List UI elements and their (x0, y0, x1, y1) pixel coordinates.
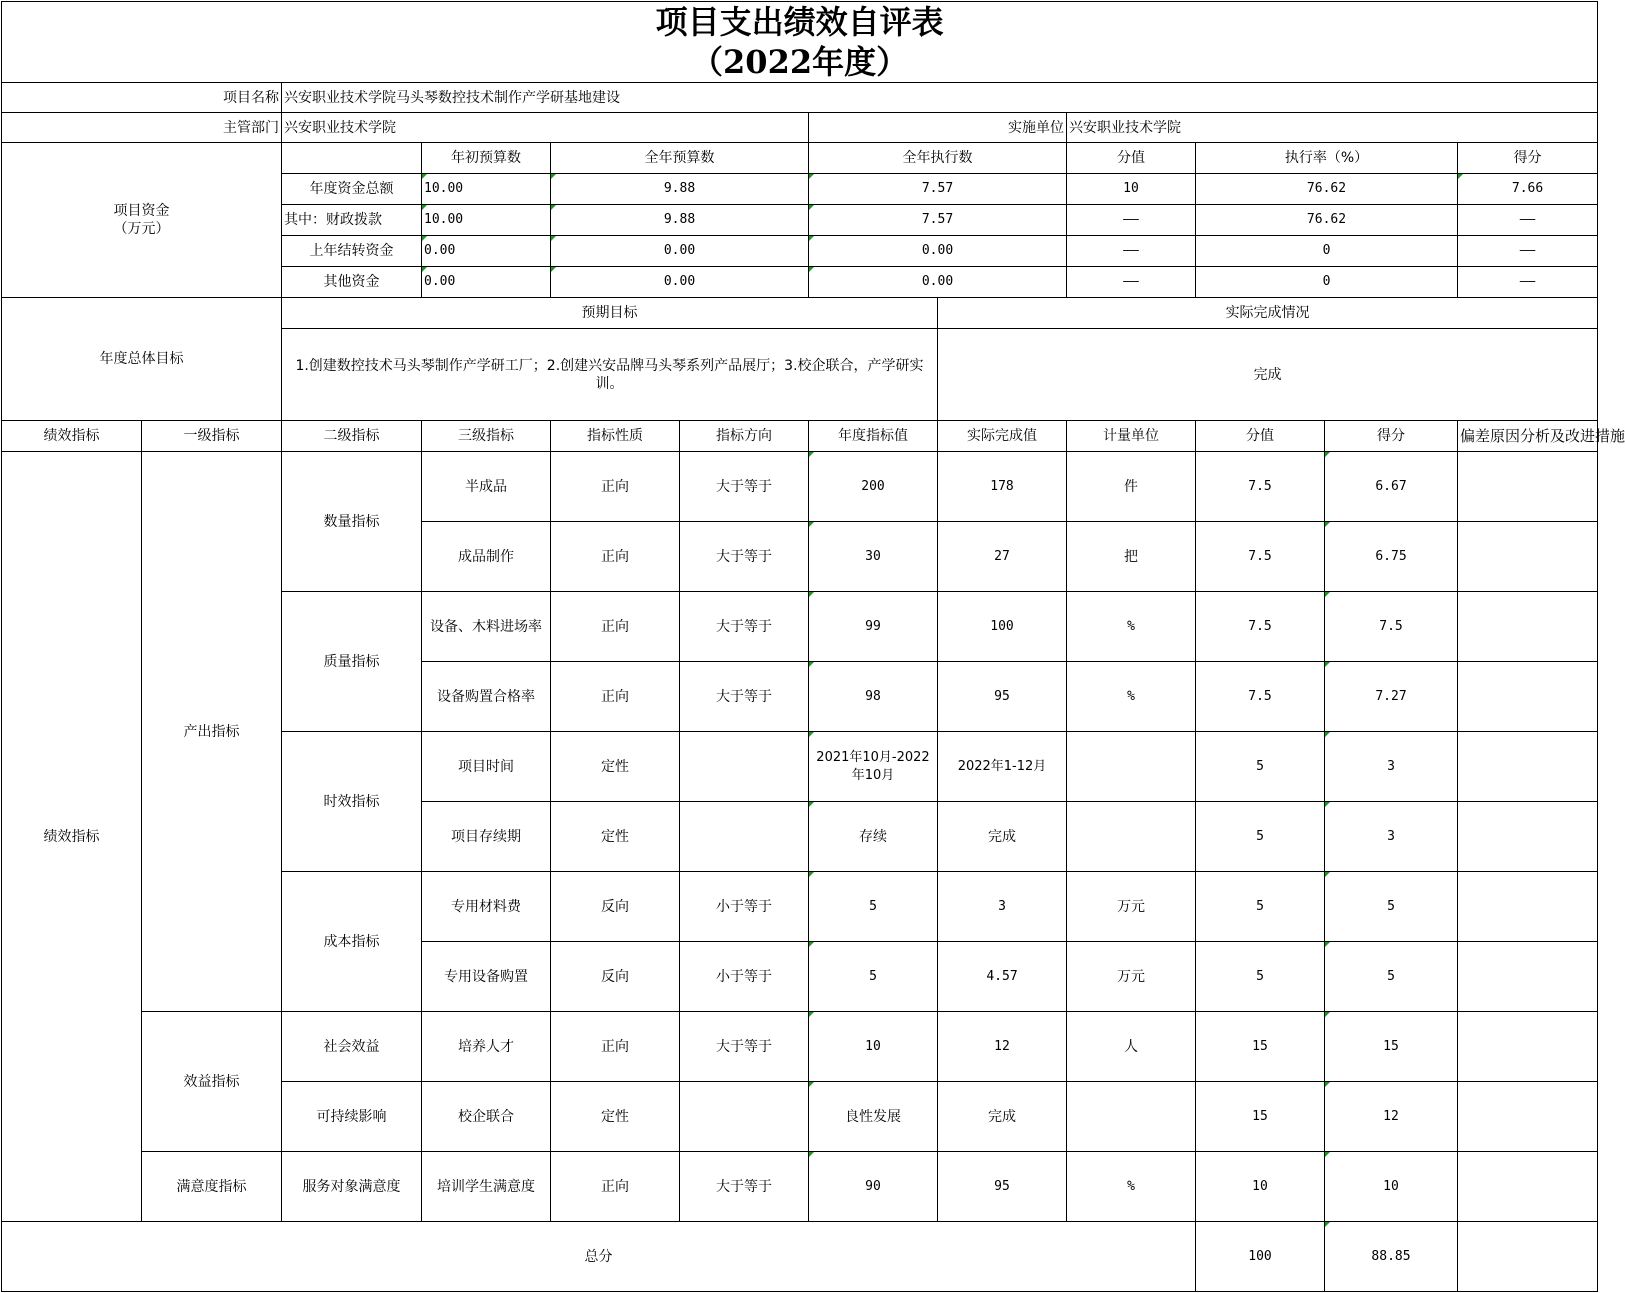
indicator-actual: 完成 (938, 1082, 1067, 1152)
indicator-score-value: 5 (1196, 942, 1325, 1012)
indicator-direction (680, 732, 809, 802)
indicator-nature: 正向 (551, 1152, 680, 1222)
indicator-score-value: 7.5 (1196, 592, 1325, 662)
indicator-unit: 把 (1067, 522, 1196, 592)
indicator-nature: 定性 (551, 802, 680, 872)
indicator-direction: 小于等于 (680, 872, 809, 942)
indicator-score-value: 10 (1196, 1152, 1325, 1222)
funds-initial: 0.00 (422, 267, 551, 298)
indicator-nature: 正向 (551, 1012, 680, 1082)
performance-section-label: 绩效指标 (2, 452, 142, 1222)
indicator-actual: 95 (938, 1152, 1067, 1222)
indicator-note (1458, 802, 1598, 872)
funds-label (2, 143, 282, 298)
funds-label-line2: （万元） (113, 221, 170, 237)
indicator-note (1458, 732, 1598, 802)
indicator-note (1458, 872, 1598, 942)
indicator-header: 得分 (1325, 421, 1458, 452)
indicator-nature: 反向 (551, 942, 680, 1012)
funds-initial: 0.00 (422, 236, 551, 267)
indicator-header: 年度指标值 (809, 421, 938, 452)
funds-score-value: —— (1067, 267, 1196, 298)
indicator-direction: 大于等于 (680, 592, 809, 662)
indicator-name: 培训学生满意度 (422, 1152, 551, 1222)
indicator-name: 设备、木料进场率 (422, 592, 551, 662)
indicator-nature: 定性 (551, 1082, 680, 1152)
level2-sustainable: 可持续影响 (282, 1082, 422, 1152)
indicator-target: 200 (809, 452, 938, 522)
indicator-score: 3 (1325, 732, 1458, 802)
indicator-score: 7.27 (1325, 662, 1458, 732)
indicator-name: 培养人才 (422, 1012, 551, 1082)
funds-executed: 0.00 (809, 267, 1067, 298)
funds-executed: 0.00 (809, 236, 1067, 267)
indicator-header: 绩效指标 (2, 421, 142, 452)
funds-row-name: 年度资金总额 (282, 174, 422, 205)
indicator-score: 7.5 (1325, 592, 1458, 662)
level2-quantity: 数量指标 (282, 452, 422, 592)
indicator-note (1458, 452, 1598, 522)
indicator-direction (680, 1082, 809, 1152)
implementing-unit-label: 实施单位 (809, 113, 1067, 143)
indicator-score-value: 5 (1196, 732, 1325, 802)
funds-score: 7.66 (1458, 174, 1598, 205)
indicator-unit: 万元 (1067, 872, 1196, 942)
funds-label-line1: 项目资金 (113, 203, 170, 219)
implementing-unit-value: 兴安职业技术学院 (1067, 113, 1598, 143)
funds-rate: 0 (1196, 267, 1458, 298)
indicator-nature: 正向 (551, 592, 680, 662)
level2-cost: 成本指标 (282, 872, 422, 1012)
indicator-name: 半成品 (422, 452, 551, 522)
level1-benefit: 效益指标 (142, 1012, 282, 1152)
indicator-note (1458, 942, 1598, 1012)
level2-quality: 质量指标 (282, 592, 422, 732)
level1-satisfaction: 满意度指标 (142, 1152, 282, 1222)
actual-completion-text: 完成 (938, 329, 1598, 421)
table-row (2, 1152, 1598, 1222)
indicator-note (1458, 522, 1598, 592)
indicator-actual: 27 (938, 522, 1067, 592)
project-name-value: 兴安职业技术学院马头琴数控技术制作产学研基地建设 (282, 83, 1598, 113)
indicator-nature: 定性 (551, 732, 680, 802)
funds-score-value: —— (1067, 205, 1196, 236)
indicator-note (1458, 662, 1598, 732)
indicator-score: 15 (1325, 1012, 1458, 1082)
evaluation-table (1, 1, 1625, 1292)
level2-service: 服务对象满意度 (282, 1152, 422, 1222)
indicator-note (1458, 1012, 1598, 1082)
level1-output: 产出指标 (142, 452, 282, 1012)
title-year: （2022年度） (691, 43, 909, 81)
level2-social: 社会效益 (282, 1012, 422, 1082)
total-note (1458, 1222, 1598, 1292)
funds-header-score-value: 分值 (1067, 143, 1196, 174)
indicator-header: 三级指标 (422, 421, 551, 452)
indicator-unit: % (1067, 662, 1196, 732)
indicator-header: 分值 (1196, 421, 1325, 452)
indicator-actual: 100 (938, 592, 1067, 662)
indicator-actual: 2022年1-12月 (938, 732, 1067, 802)
total-label: 总分 (2, 1222, 1196, 1292)
indicator-actual: 完成 (938, 802, 1067, 872)
indicator-nature: 反向 (551, 872, 680, 942)
indicator-direction: 小于等于 (680, 942, 809, 1012)
indicator-unit: 万元 (1067, 942, 1196, 1012)
level2-timeliness: 时效指标 (282, 732, 422, 872)
indicator-target: 2021年10月-2022年10月 (809, 732, 938, 802)
indicator-target: 存续 (809, 802, 938, 872)
funds-annual: 0.00 (551, 267, 809, 298)
indicator-note (1458, 1082, 1598, 1152)
indicator-header: 实际完成值 (938, 421, 1067, 452)
indicator-score: 3 (1325, 802, 1458, 872)
indicator-target: 10 (809, 1012, 938, 1082)
funds-initial: 10.00 (422, 174, 551, 205)
indicator-unit (1067, 802, 1196, 872)
funds-header-executed: 全年执行数 (809, 143, 1067, 174)
indicator-name: 项目存续期 (422, 802, 551, 872)
indicator-actual: 95 (938, 662, 1067, 732)
indicator-score: 12 (1325, 1082, 1458, 1152)
indicator-header: 二级指标 (282, 421, 422, 452)
indicator-unit: % (1067, 592, 1196, 662)
table-row (2, 452, 1598, 522)
indicator-direction: 大于等于 (680, 1152, 809, 1222)
indicator-score: 10 (1325, 1152, 1458, 1222)
funds-annual: 9.88 (551, 205, 809, 236)
deviation-analysis-header: 偏差原因分析及改进措施 (1458, 421, 1598, 452)
indicator-target: 99 (809, 592, 938, 662)
funds-rate: 76.62 (1196, 174, 1458, 205)
indicator-score-value: 5 (1196, 802, 1325, 872)
indicator-direction: 大于等于 (680, 452, 809, 522)
funds-rate: 76.62 (1196, 205, 1458, 236)
indicator-target: 90 (809, 1152, 938, 1222)
indicator-target: 5 (809, 942, 938, 1012)
indicator-header: 指标性质 (551, 421, 680, 452)
indicator-name: 项目时间 (422, 732, 551, 802)
indicator-name: 成品制作 (422, 522, 551, 592)
indicator-score-value: 7.5 (1196, 662, 1325, 732)
funds-score: —— (1458, 267, 1598, 298)
funds-header-annual: 全年预算数 (551, 143, 809, 174)
indicator-header: 一级指标 (142, 421, 282, 452)
indicator-note (1458, 592, 1598, 662)
table-title (2, 2, 1598, 83)
funds-score: —— (1458, 236, 1598, 267)
indicator-actual: 3 (938, 872, 1067, 942)
indicator-header: 指标方向 (680, 421, 809, 452)
project-name-label: 项目名称 (2, 83, 282, 113)
funds-header-initial: 年初预算数 (422, 143, 551, 174)
indicator-target: 5 (809, 872, 938, 942)
indicator-score-value: 5 (1196, 872, 1325, 942)
indicator-unit: % (1067, 1152, 1196, 1222)
department-value: 兴安职业技术学院 (282, 113, 809, 143)
expected-goal-header: 预期目标 (282, 298, 938, 329)
indicator-name: 专用设备购置 (422, 942, 551, 1012)
indicator-direction: 大于等于 (680, 662, 809, 732)
department-label: 主管部门 (2, 113, 282, 143)
indicator-score: 6.75 (1325, 522, 1458, 592)
funds-header-score: 得分 (1458, 143, 1598, 174)
total-row (2, 1222, 1598, 1292)
indicator-target: 30 (809, 522, 938, 592)
funds-score-value: —— (1067, 236, 1196, 267)
funds-executed: 7.57 (809, 174, 1067, 205)
indicator-nature: 正向 (551, 662, 680, 732)
title-main: 项目支出绩效自评表 (655, 3, 944, 41)
indicator-actual: 178 (938, 452, 1067, 522)
annual-goal-label: 年度总体目标 (2, 298, 282, 421)
expected-goal-text: 1.创建数控技术马头琴制作产学研工厂；2.创建兴安品牌马头琴系列产品展厅；3.校企联合，产学研实训。 (282, 329, 938, 421)
indicator-name: 专用材料费 (422, 872, 551, 942)
total-score-value: 100 (1196, 1222, 1325, 1292)
actual-completion-header: 实际完成情况 (938, 298, 1598, 329)
indicator-unit (1067, 732, 1196, 802)
indicator-score-value: 15 (1196, 1012, 1325, 1082)
funds-header-blank (282, 143, 422, 174)
indicator-target: 98 (809, 662, 938, 732)
total-score: 88.85 (1325, 1222, 1458, 1292)
indicator-actual: 12 (938, 1012, 1067, 1082)
indicator-unit: 件 (1067, 452, 1196, 522)
funds-rate: 0 (1196, 236, 1458, 267)
indicator-score: 5 (1325, 872, 1458, 942)
indicator-score-value: 15 (1196, 1082, 1325, 1152)
funds-header-rate: 执行率（%） (1196, 143, 1458, 174)
indicator-nature: 正向 (551, 522, 680, 592)
funds-initial: 10.00 (422, 205, 551, 236)
indicator-unit (1067, 1082, 1196, 1152)
indicator-score-value: 7.5 (1196, 452, 1325, 522)
funds-annual: 0.00 (551, 236, 809, 267)
indicator-score: 5 (1325, 942, 1458, 1012)
funds-row-name: 其他资金 (282, 267, 422, 298)
funds-row-name: 上年结转资金 (282, 236, 422, 267)
indicator-score: 6.67 (1325, 452, 1458, 522)
indicator-actual: 4.57 (938, 942, 1067, 1012)
indicator-note (1458, 1152, 1598, 1222)
indicator-name: 校企联合 (422, 1082, 551, 1152)
funds-executed: 7.57 (809, 205, 1067, 236)
indicator-nature: 正向 (551, 452, 680, 522)
funds-score: —— (1458, 205, 1598, 236)
funds-score-value: 10 (1067, 174, 1196, 205)
table-row (2, 1012, 1598, 1082)
indicator-unit: 人 (1067, 1012, 1196, 1082)
indicator-target: 良性发展 (809, 1082, 938, 1152)
indicator-direction: 大于等于 (680, 1012, 809, 1082)
indicator-header: 计量单位 (1067, 421, 1196, 452)
funds-row-name: 其中：财政拨款 (282, 205, 422, 236)
indicator-direction: 大于等于 (680, 522, 809, 592)
indicator-score-value: 7.5 (1196, 522, 1325, 592)
indicator-direction (680, 802, 809, 872)
indicator-name: 设备购置合格率 (422, 662, 551, 732)
funds-annual: 9.88 (551, 174, 809, 205)
